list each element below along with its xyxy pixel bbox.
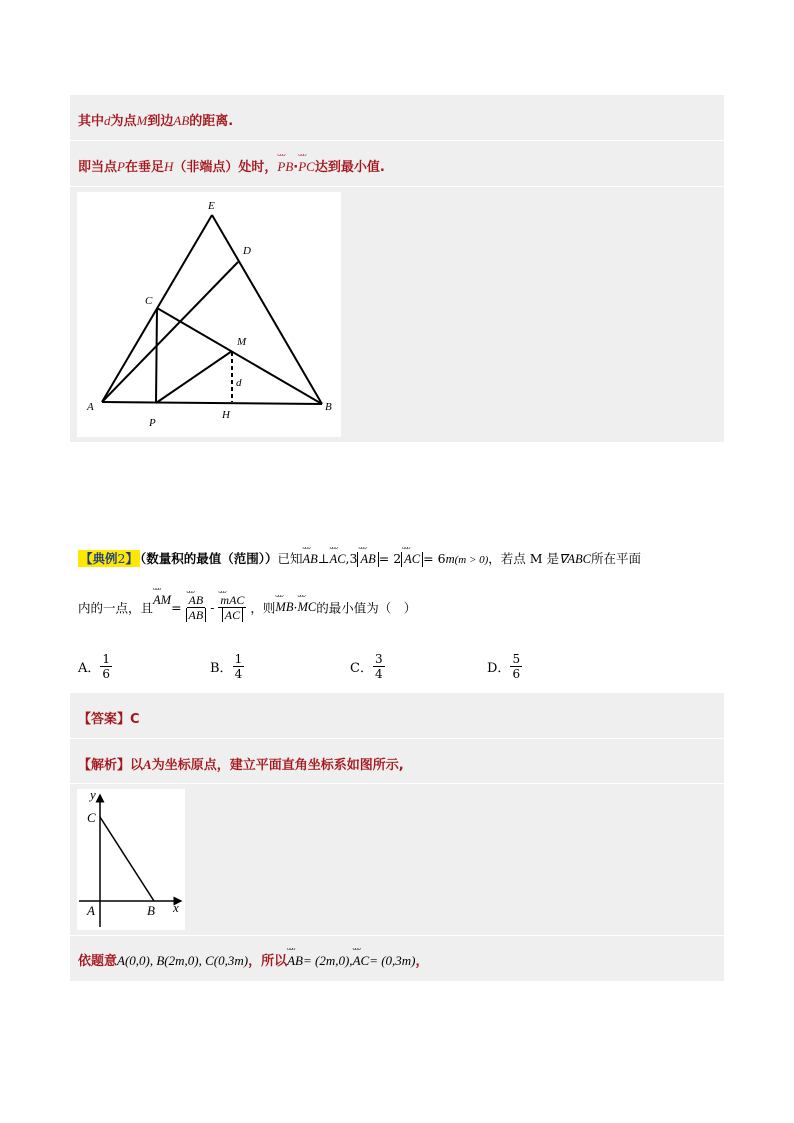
divider xyxy=(70,783,724,784)
label-x: x xyxy=(173,900,179,915)
answer-line xyxy=(78,708,140,727)
label-C: C xyxy=(145,295,153,307)
label-H: H xyxy=(222,409,230,421)
dot-operator: · xyxy=(293,160,299,175)
example-question-line1 xyxy=(78,549,641,567)
text: ，则 xyxy=(250,600,276,616)
label-C: C xyxy=(87,810,96,825)
option-C[interactable]: C． $\frac{3}{4}$ xyxy=(350,652,383,681)
label-D: D xyxy=(243,245,251,257)
var-M: M xyxy=(136,113,148,128)
text: 在垂足 xyxy=(124,160,164,175)
var-d: d xyxy=(104,113,111,128)
vector-AC: ᴗᴗᴗ AC xyxy=(330,552,346,567)
text: ，若点 M 是 xyxy=(488,551,560,566)
text: 到边 xyxy=(147,114,174,129)
analysis-line: 【解析】以A为坐标原点，建立平面直角坐标系如图所示, xyxy=(78,757,404,773)
option-A[interactable]: A． $\frac{1}{6}$ xyxy=(78,652,111,681)
text: = 2 xyxy=(378,551,402,566)
label-E: E xyxy=(208,200,215,212)
text: ,3 xyxy=(345,551,358,566)
final-line: 依题意A(0,0), B(2m,0), C(0,3m)，所以ᴗᴗᴗ AB= (2m,0),ᴗᴗᴗ AC= (0,3m)， xyxy=(78,950,429,969)
perp-symbol: ⊥ xyxy=(317,551,330,566)
fraction-AB-over-normAB: ᴗᴗᴗ $\frac{AB}{AB}$ xyxy=(186,593,207,622)
label-B: B xyxy=(325,401,332,413)
vector-PC: ᴗᴗᴗ PC xyxy=(298,159,315,175)
divider xyxy=(70,738,724,739)
vector-MB: ᴗᴗᴗ MB xyxy=(275,600,293,615)
label-B: B xyxy=(147,903,155,918)
label-M: M xyxy=(237,336,247,348)
text: 已知 xyxy=(277,551,303,566)
text: = xyxy=(171,600,182,615)
coordinate-figure xyxy=(77,789,185,930)
var-m: m xyxy=(445,552,455,566)
label-P: P xyxy=(149,417,156,429)
solution-line-distance xyxy=(78,110,233,129)
fraction-mAC-over-normAC: ᴗᴗᴗ $\frac{\text{mAC}}{AC}$ xyxy=(218,593,246,622)
option-D[interactable]: D． $\frac{5}{6}$ xyxy=(487,652,521,681)
vector-AB: ᴗᴗᴗ AB xyxy=(303,552,318,567)
text: 其中 xyxy=(78,114,105,129)
divider xyxy=(70,140,724,141)
label-y: y xyxy=(90,789,96,802)
text: （非端点）处时， xyxy=(173,160,278,175)
triangle-ABC: ∇ABC xyxy=(559,552,592,566)
label-A: A xyxy=(87,401,94,413)
vector-MC: ᴗᴗᴗ MC xyxy=(297,600,316,615)
example-topic: （数量积的最值（范围）） xyxy=(139,551,278,566)
var-AB: AB xyxy=(173,113,190,128)
var-P: P xyxy=(117,159,125,174)
vector-PB: ᴗᴗᴗ PB xyxy=(277,159,293,175)
condition-m: (m > 0) xyxy=(454,554,489,566)
text: 即当点 xyxy=(78,160,118,175)
option-B[interactable]: B． $\frac{1}{4}$ xyxy=(210,652,243,681)
divider xyxy=(70,935,724,936)
dot-operator: · xyxy=(293,600,298,615)
text: 所在平面 xyxy=(591,551,642,566)
text: 内的一点，且 xyxy=(78,600,154,616)
answer-label: 【答案】 xyxy=(78,712,131,727)
analysis-label: 【解析】 xyxy=(78,758,131,773)
text: 为点 xyxy=(110,114,137,129)
minus: - xyxy=(210,600,215,615)
norm-AB: ᴗᴗᴗ AB xyxy=(357,552,378,567)
text: 的最小值为（ ） xyxy=(316,600,417,616)
answer-value: C xyxy=(130,712,140,727)
label-A: A xyxy=(87,903,95,918)
text: = 6 xyxy=(423,551,446,566)
example-badge: 【典例2】 xyxy=(80,551,138,566)
divider xyxy=(70,186,724,187)
text: 达到最小值. xyxy=(314,160,385,175)
text: 的距离. xyxy=(189,114,234,129)
solution-line-minimum xyxy=(78,156,385,175)
example-question-line2 xyxy=(78,593,416,622)
vector-AM: ᴗᴗᴗ AM xyxy=(153,593,171,608)
label-d: d xyxy=(236,377,242,389)
var-H: H xyxy=(163,159,174,174)
triangle-figure xyxy=(77,192,341,437)
norm-AC: ᴗᴗᴗ AC xyxy=(401,552,423,567)
